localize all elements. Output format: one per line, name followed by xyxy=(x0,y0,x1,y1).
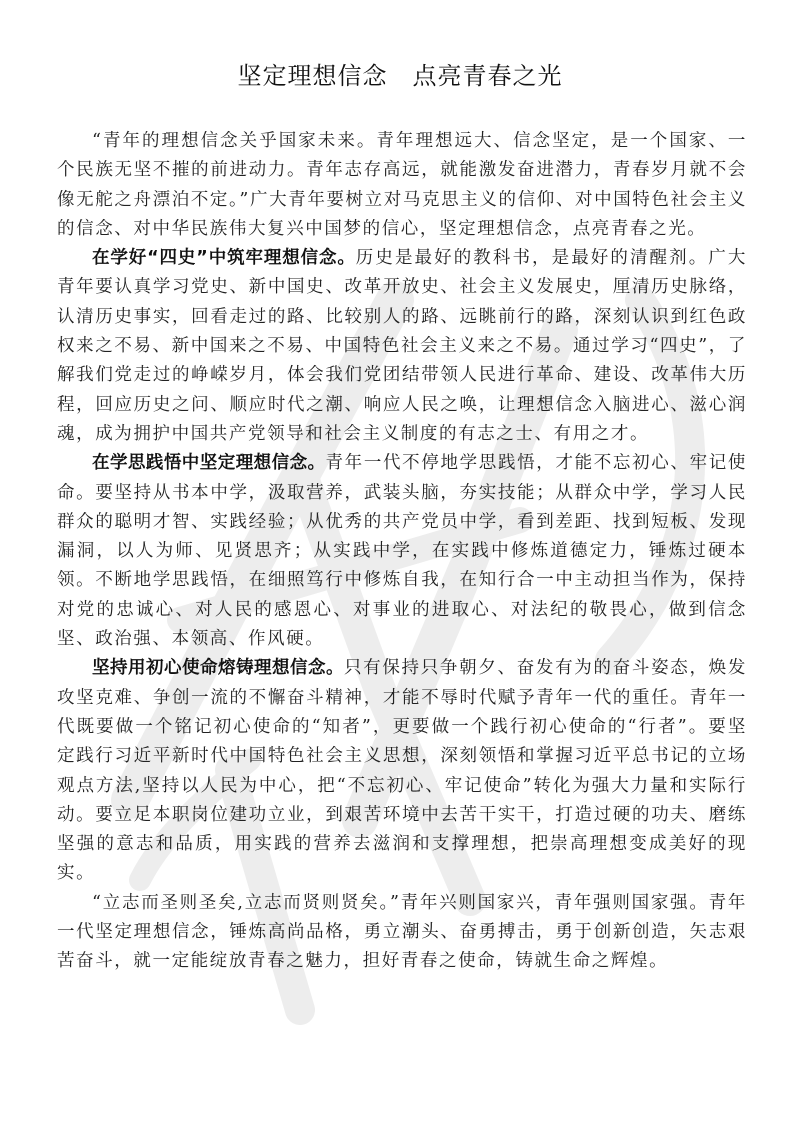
paragraph-text: “青年的理想信念关乎国家未来。青年理想远大、信念坚定，是一个国家、一个民族无坚不摧的前进动力。青年志存高远，就能激发奋进潜力，青春岁月就不会像无舵之舟漂泊不定。”广大青年要树立对马克思主义的信仰、对中国特色社会主义的信念、对中华民族伟大复兴中国梦的信心，坚定理想信念，点亮青春之光。 xyxy=(57,131,747,239)
paragraph-text: “立志而圣则圣矣,立志而贤则贤矣。”青年兴则国家兴，青年强则国家强。青年一代坚定理想信念，锤炼高尚品格，勇立潮头、奋勇搏击，勇于创新创造，矢志艰苦奋斗，就一定能绽放青春之魅力，担好青春之使命，铸就生命之辉煌。 xyxy=(57,892,747,972)
paragraph-lead: 在学好“四史”中筑牢理想信念。 xyxy=(92,248,356,269)
paragraph-original-mission xyxy=(57,654,747,888)
document-title: 坚定理想信念 点亮青春之光 xyxy=(237,62,563,90)
paragraph-conclusion xyxy=(57,889,747,977)
paragraph-text: 青年一代不停地学思践悟，才能不忘初心、牢记使命。要坚持从书本中学，汲取营养，武装头脑，夯实技能；从群众中学，学习人民群众的聪明才智、实践经验；从优秀的共产党员中学，看到差距、找到短板、发现漏洞，以人为师、见贤思齐；从实践中学，在实践中修炼道德定力，锤炼过硬本领。不断地学思践悟，在细照笃行中修炼自我，在知行合一中主动担当作为，保持对党的忠诚心、对人民的感恩心、对事业的进取心、对法纪的敬畏心，做到信念坚、政治强、本领高、作风硬。 xyxy=(57,453,747,650)
paragraph-four-histories xyxy=(57,244,747,449)
paragraph-lead: 坚持用初心使命熔铸理想信念。 xyxy=(92,658,344,679)
paragraph-learning-practice xyxy=(57,449,747,654)
paragraph-intro xyxy=(57,127,747,244)
document-body xyxy=(57,127,747,977)
paragraph-text: 历史是最好的教科书，是最好的清醒剂。广大青年要认真学习党史、新中国史、改革开放史、社会主义发展史，厘清历史脉络，认清历史事实，回看走过的路、比较别人的路、远眺前行的路，深刻认识到红色政权来之不易、新中国来之不易、中国特色社会主义来之不易。通过学习“四史”，了解我们党走过的峥嵘岁月，体会我们党团结带领人民进行革命、建设、改革伟大历程，回应历史之问、顺应时代之潮、响应人民之唤，让理想信念入脑进心、滋心润魂，成为拥护中国共产党领导和社会主义制度的有志之士、有用之才。 xyxy=(57,248,747,444)
paragraph-lead: 在学思践悟中坚定理想信念。 xyxy=(92,453,326,474)
paragraph-text: 只有保持只争朝夕、奋发有为的奋斗姿态，焕发攻坚克难、争创一流的不懈奋斗精神，才能不辱时代赋予青年一代的重任。青年一代既要做一个铭记初心使命的“知者”，更要做一个践行初心使命的“行者”。要坚定践行习近平新时代中国特色社会主义思想，深刻领悟和掌握习近平总书记的立场观点方法,坚持以人民为中心，把“不忘初心、牢记使命”转化为强大力量和实际行动。要立足本职岗位建功立业，到艰苦环境中去苦干实干，打造过硬的功夫、磨练坚强的意志和品质，用实践的营养去滋润和支撑理想，把崇高理想变成美好的现实。 xyxy=(57,658,747,884)
